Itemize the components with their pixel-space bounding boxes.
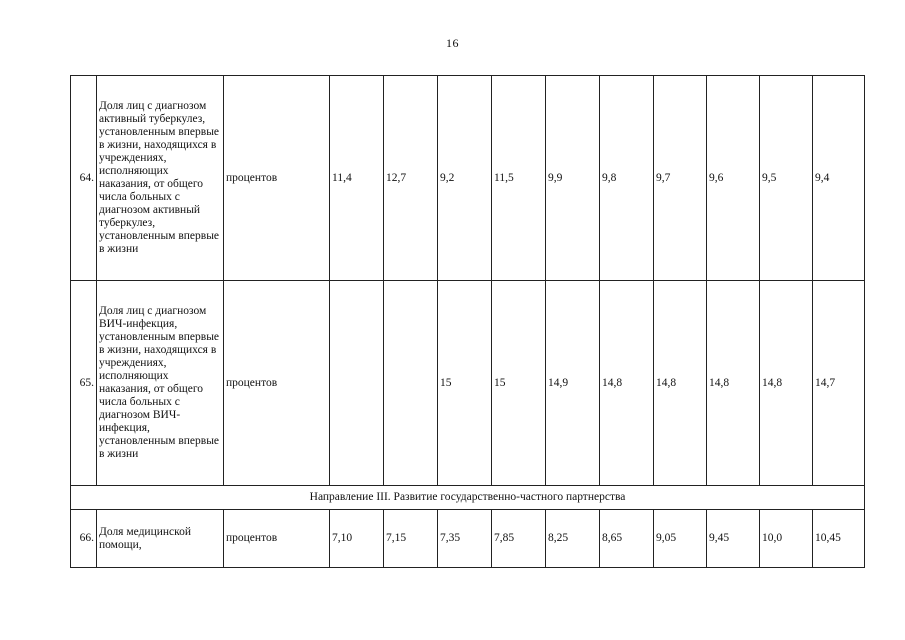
- row-number: 65.: [71, 281, 97, 486]
- value-cell: 9,4: [813, 76, 865, 281]
- section-heading: Направление III. Развитие государственно-частного партнерства: [71, 486, 865, 510]
- indicator-name: Доля медицинской помощи,: [97, 510, 224, 568]
- value-cell: 14,7: [813, 281, 865, 486]
- value-cell: 15: [438, 281, 492, 486]
- page-number: 16: [446, 36, 459, 50]
- value-cell: 8,65: [600, 510, 654, 568]
- value-cell: 7,10: [330, 510, 384, 568]
- row-number: 64.: [71, 76, 97, 281]
- table-row: [71, 76, 865, 281]
- value-cell: 12,7: [384, 76, 438, 281]
- table-row: [71, 281, 865, 486]
- value-cell: 14,8: [707, 281, 760, 486]
- section-row: [71, 486, 865, 510]
- value-cell: 9,05: [654, 510, 707, 568]
- value-cell: 9,6: [707, 76, 760, 281]
- value-cell: 11,5: [492, 76, 546, 281]
- value-cell: 11,4: [330, 76, 384, 281]
- unit-cell: процентов: [224, 76, 330, 281]
- value-cell: 10,45: [813, 510, 865, 568]
- value-cell: 14,8: [600, 281, 654, 486]
- row-number: 66.: [71, 510, 97, 568]
- value-cell: 9,5: [760, 76, 813, 281]
- value-cell: 14,8: [760, 281, 813, 486]
- value-cell: 9,9: [546, 76, 600, 281]
- value-cell: 10,0: [760, 510, 813, 568]
- table-row: [71, 510, 865, 568]
- value-cell: 7,35: [438, 510, 492, 568]
- value-cell: 9,7: [654, 76, 707, 281]
- indicator-name: Доля лиц с диагнозом активный туберкулез, установленным впервые в жизни, находящихся в учреждениях, исполняющих наказания, от общего числа больных с диагнозом активный туберкулез, установленным впервые в жизни: [97, 76, 224, 281]
- value-cell: [384, 281, 438, 486]
- indicator-table: [70, 75, 865, 568]
- value-cell: 9,8: [600, 76, 654, 281]
- value-cell: 7,85: [492, 510, 546, 568]
- indicator-table-body: [71, 76, 865, 568]
- value-cell: 9,2: [438, 76, 492, 281]
- value-cell: 14,8: [654, 281, 707, 486]
- unit-cell: процентов: [224, 510, 330, 568]
- value-cell: 14,9: [546, 281, 600, 486]
- value-cell: 7,15: [384, 510, 438, 568]
- value-cell: [330, 281, 384, 486]
- value-cell: 15: [492, 281, 546, 486]
- value-cell: 9,45: [707, 510, 760, 568]
- unit-cell: процентов: [224, 281, 330, 486]
- value-cell: 8,25: [546, 510, 600, 568]
- indicator-name: Доля лиц с диагнозом ВИЧ-инфекция, установленным впервые в жизни, находящихся в учреждениях, исполняющих наказания, от общего числа больных с диагнозом ВИЧ-инфекция, установленным впервые в жизни: [97, 281, 224, 486]
